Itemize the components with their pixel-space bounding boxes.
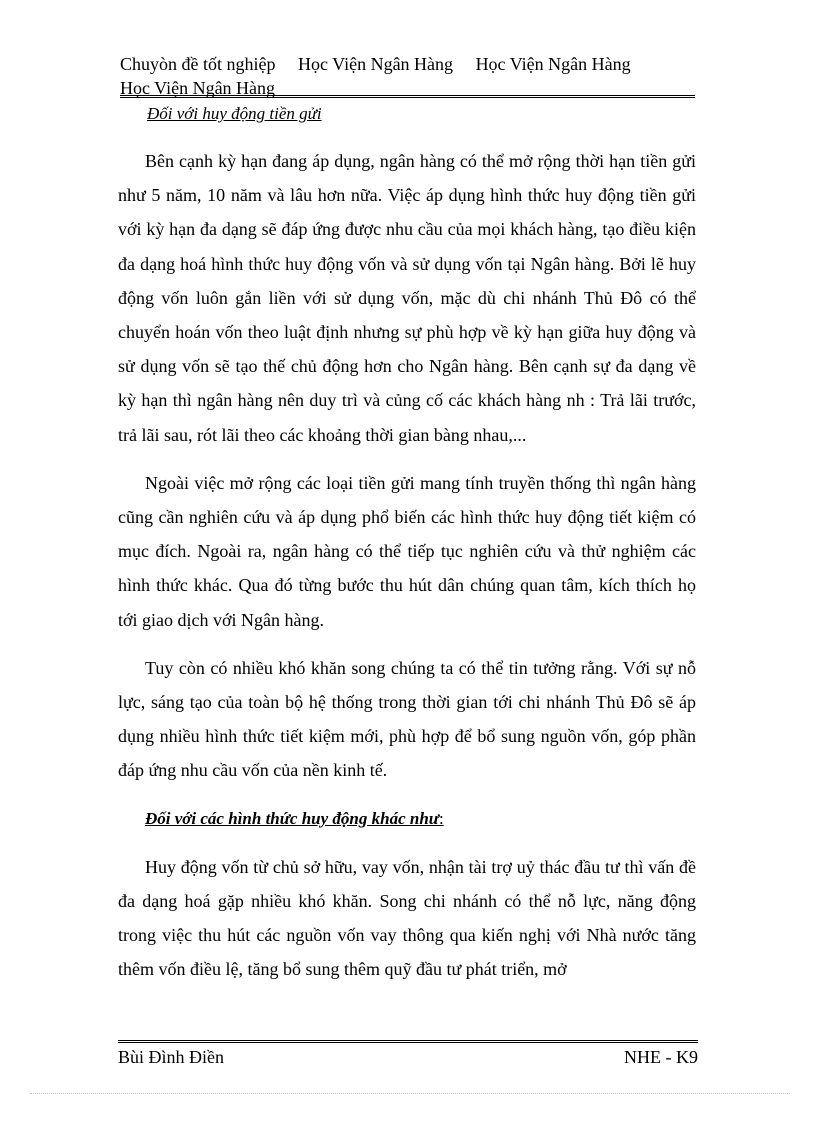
header-document-type: Chuyòn đề tốt nghiệp (120, 54, 276, 74)
paragraph-4: Huy động vốn từ chủ sở hữu, vay vốn, nhận tài trợ uỷ thác đầu tư thì vấn đề đa dạng hoá gặp nhiều khó khăn. Song chi nhánh có thể nỗ lực, năng động trong việc thu hút các nguồn vốn vay thông qua kiến nghị với Nhà nước tăng thêm vốn điều lệ, tăng bổ sung thêm quỹ đầu tư phát triển, mở (118, 856, 696, 980)
footer-rule (118, 1040, 698, 1043)
footer-class: NHE - K9 (624, 1047, 698, 1067)
page-edge-divider (30, 1093, 790, 1094)
section-heading-text: Đối với các hình thức huy động khác như (145, 808, 439, 828)
paragraph-1: Bên cạnh kỳ hạn đang áp dụng, ngân hàng có thể mở rộng thời hạn tiền gửi như 5 năm, 10 năm và lâu hơn nữa. Việc áp dụng hình thức huy động tiền gửi với kỳ hạn đa dạng sẽ đáp ứng được nhu cầu của mọi khách hàng, tạo điều kiện đa dạng hoá hình thức huy động vốn và sử dụng vốn tại Ngân hàng. Bởi lẽ huy động vốn luôn gắn liền với sử dụng vốn, mặc dù chi nhánh Thủ Đô có thể chuyển hoán vốn theo luật định nhưng sự phù hợp về kỳ hạn giữa huy động và sử dụng vốn sẽ tạo thế chủ động hơn cho Ngân hàng. Bên cạnh sự đa dạng về kỳ hạn thì ngân hàng nên duy trì và củng cố các khách hàng nh : Trả lãi trước, trả lãi sau, rót lãi theo các khoảng thời gian bàng nhau,... (118, 151, 696, 445)
header-line-2: Học Viện Ngân Hàng (120, 78, 276, 98)
body-text (118, 144, 696, 1001)
page-header (120, 52, 700, 100)
paragraph-3: Tuy còn có nhiều khó khăn song chúng ta có thể tin tưởng rằng. Với sự nỗ lực, sáng tạo của toàn bộ hệ thống trong thời gian tới chi nhánh Thủ Đô sẽ áp dụng nhiều hình thức tiết kiệm mới, phù hợp để bổ sung nguồn vốn, góp phần đáp ứng nhu cầu vốn của nền kinh tế. (118, 657, 696, 781)
footer-author: Bùi Đình Điền (118, 1047, 224, 1067)
section-heading-colon: : (438, 808, 444, 828)
section-heading (145, 802, 696, 836)
header-institution-repeat: Học Viện Ngân Hàng (475, 54, 631, 74)
header-institution: Học Viện Ngân Hàng (298, 54, 454, 74)
paragraph-2: Ngoài việc mở rộng các loại tiền gửi mang tính truyền thống thì ngân hàng cũng cần nghiên cứu và áp dụng phổ biến các hình thức huy động tiết kiệm có mục đích. Ngoài ra, ngân hàng có thể tiếp tục nghiên cứu và thử nghiệm các hình thức khác. Qua đó từng bước thu hút dân chúng quan tâm, kích thích họ tới giao dịch với Ngân hàng. (118, 472, 696, 630)
section-subheading: Đối với huy động tiền gửi (147, 104, 322, 123)
header-line-1 (120, 52, 700, 76)
page-footer (118, 1040, 698, 1068)
header-rule (120, 95, 695, 98)
